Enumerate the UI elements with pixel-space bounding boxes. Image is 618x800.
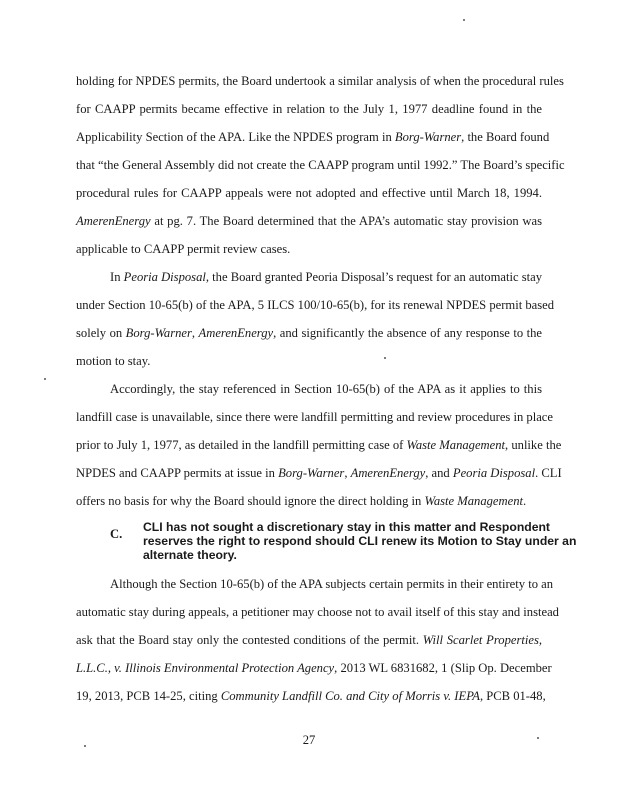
text-line: landfill case is unavailable, since there were landfill permitting and review procedures in place	[76, 410, 553, 424]
scan-speck	[44, 378, 46, 380]
scan-speck	[384, 357, 386, 359]
text-line	[76, 465, 562, 481]
text-run: at pg. 7. The Board determined that the APA’s automatic stay provision was	[150, 214, 542, 228]
text-line: that “the General Assembly did not create the CAAPP program until 1992.” The Board’s specific	[76, 158, 565, 172]
text-run: In	[110, 270, 124, 284]
text-line: applicable to CAAPP permit review cases.	[76, 242, 291, 256]
text-run: Applicability Section of the APA. Like the NPDES program in	[76, 130, 395, 144]
case-citation: Waste Management	[406, 438, 506, 452]
section-letter: C.	[110, 527, 123, 541]
text-run: ,	[344, 466, 351, 480]
text-run: , PCB 01-48,	[479, 689, 546, 703]
case-citation: Borg-Warner	[125, 326, 192, 340]
text-line	[110, 269, 542, 285]
heading-line: reserves the right to respond should CLI renew its Motion to Stay under an	[143, 534, 577, 548]
text-run: 19, 2013, PCB 14-25, citing	[76, 689, 221, 703]
text-line: Accordingly, the stay referenced in Section 10-65(b) of the APA as it applies to this	[110, 382, 542, 396]
case-citation: Will Scarlet Properties,	[422, 633, 543, 647]
scan-speck	[463, 19, 465, 21]
case-citation: Community Landfill Co. and City of Morris v. IEPA	[220, 689, 480, 703]
text-line	[76, 493, 542, 509]
text-line: for CAAPP permits became effective in relation to the July 1, 1977 deadline found in the	[76, 102, 542, 116]
text-run: ,	[191, 326, 199, 340]
text-run: NPDES and CAAPP permits at issue in	[76, 466, 279, 480]
case-citation: Peoria Disposal	[123, 270, 206, 284]
page-number: 27	[302, 733, 316, 747]
text-run: , and	[425, 466, 453, 480]
text-line: under Section 10-65(b) of the APA, 5 ILCS 100/10-65(b), for its renewal NPDES permit based	[76, 298, 555, 312]
text-line	[76, 325, 542, 341]
text-line: holding for NPDES permits, the Board undertook a similar analysis of when the procedural rules	[76, 74, 564, 88]
text-line	[76, 213, 542, 229]
text-run: offers no basis for why the Board should ignore the direct holding in	[76, 494, 425, 508]
text-run: , the Board found	[461, 130, 550, 144]
text-run: .	[523, 494, 527, 508]
text-line: procedural rules for CAAPP appeals were not adopted and effective until March 18, 1994.	[76, 186, 542, 200]
text-line	[76, 437, 562, 453]
case-citation: AmerenEnergy	[76, 214, 151, 228]
text-line	[76, 688, 546, 704]
text-run: prior to July 1, 1977, as detailed in the landfill permitting case of	[76, 438, 407, 452]
scan-speck	[537, 737, 539, 739]
text-line: motion to stay.	[76, 354, 151, 368]
case-citation: Peoria Disposal	[452, 466, 536, 480]
case-citation: AmerenEnergy	[198, 326, 274, 340]
text-run: , 2013 WL 6831682, 1 (Slip Op. December	[334, 661, 552, 675]
case-citation: L.L.C., v. Illinois Environmental Protection Agency	[76, 661, 335, 675]
case-citation: Borg-Warner	[278, 466, 345, 480]
case-citation: AmerenEnergy	[350, 466, 426, 480]
text-line: automatic stay during appeals, a petitioner may choose not to avail itself of this stay and instead	[76, 605, 559, 619]
heading-line: CLI has not sought a discretionary stay in this matter and Respondent	[143, 520, 550, 534]
scan-speck	[84, 745, 86, 747]
text-line	[76, 129, 550, 145]
heading-line: alternate theory.	[143, 548, 237, 562]
section-heading	[143, 520, 577, 562]
text-line: Although the Section 10-65(b) of the APA subjects certain permits in their entirety to an	[110, 577, 554, 591]
text-run: solely on	[76, 326, 126, 340]
text-run: . CLI	[535, 466, 562, 480]
text-line	[76, 632, 542, 648]
text-run: ask that the Board stay only the contested conditions of the permit.	[76, 633, 423, 647]
case-citation: Waste Management	[424, 494, 524, 508]
text-run: , and significantly the absence of any response to the	[273, 326, 542, 340]
text-run: , unlike the	[505, 438, 562, 452]
text-line	[76, 660, 552, 676]
case-citation: Borg-Warner	[394, 130, 462, 144]
text-run: , the Board granted Peoria Disposal’s request for an automatic stay	[205, 270, 543, 284]
